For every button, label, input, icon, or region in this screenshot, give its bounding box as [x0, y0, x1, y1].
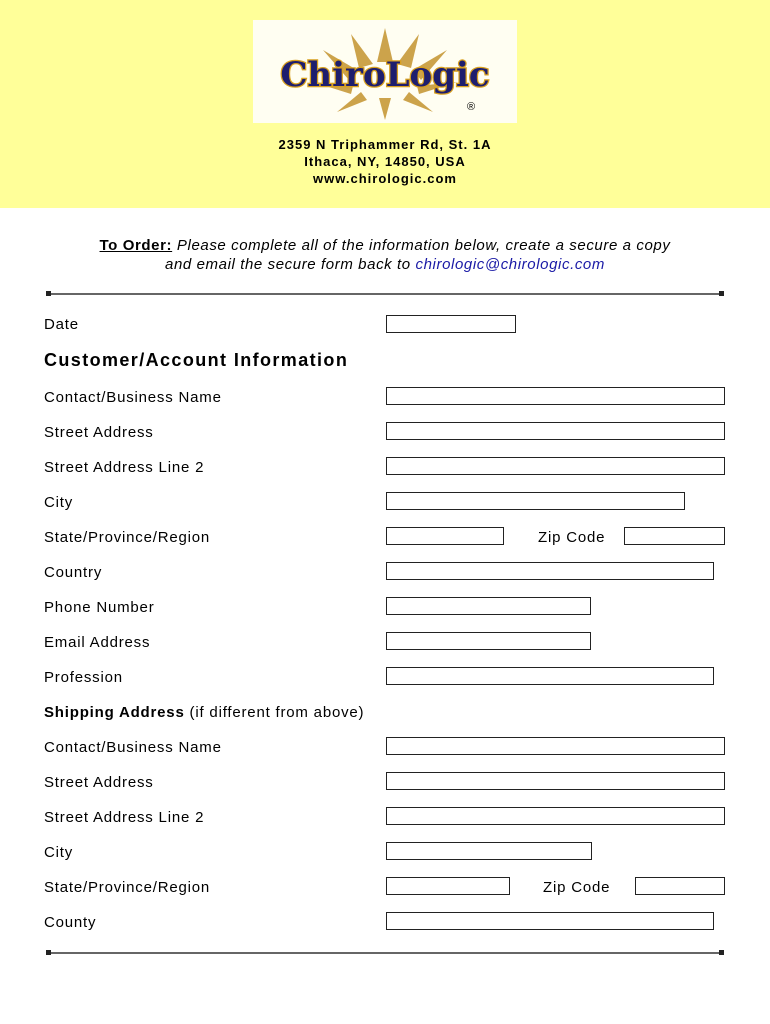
- order-instructions-line1: [0, 237, 770, 254]
- contact-name-label: Contact/Business Name: [44, 389, 222, 406]
- date-field[interactable]: [386, 315, 516, 333]
- email-label: Email Address: [44, 634, 151, 651]
- street-address-2-field[interactable]: [386, 457, 725, 475]
- instructions-text: Please complete all of the information below, create a secure a copy: [172, 237, 671, 254]
- letterhead: [0, 0, 770, 208]
- email-field[interactable]: [386, 632, 591, 650]
- logo-wordmark: ChiroLogic: [280, 55, 490, 95]
- ship-zip-code-field[interactable]: [635, 877, 725, 895]
- state-label: State/Province/Region: [44, 529, 211, 546]
- ship-county-label: County: [44, 914, 97, 931]
- phone-field[interactable]: [386, 597, 591, 615]
- registered-mark: ®: [467, 101, 476, 113]
- contact-name-field[interactable]: [386, 387, 725, 405]
- ship-street-address-2-label: Street Address Line 2: [44, 809, 205, 826]
- state-field[interactable]: [386, 527, 504, 545]
- phone-label: Phone Number: [44, 599, 155, 616]
- ship-contact-name-field[interactable]: [386, 737, 725, 755]
- profession-label: Profession: [44, 669, 123, 686]
- order-instructions-line2: [0, 256, 770, 273]
- chirologic-logo: [253, 20, 517, 123]
- ship-street-address-field[interactable]: [386, 772, 725, 790]
- shipping-note: (if different from above): [184, 704, 365, 721]
- street-address-2-label: Street Address Line 2: [44, 459, 205, 476]
- ship-state-field[interactable]: [386, 877, 510, 895]
- shipping-section-title: [44, 704, 364, 721]
- country-label: Country: [44, 564, 103, 581]
- city-field[interactable]: [386, 492, 685, 510]
- country-field[interactable]: [386, 562, 714, 580]
- address-city: Ithaca, NY, 14850, USA: [304, 154, 466, 169]
- to-order-label: To Order:: [99, 237, 173, 254]
- instructions-text-2: and email the secure form back to: [165, 256, 416, 273]
- ship-contact-name-label: Contact/Business Name: [44, 739, 222, 756]
- zip-code-label: Zip Code: [538, 529, 606, 546]
- ship-state-label: State/Province/Region: [44, 879, 211, 896]
- city-label: City: [44, 494, 74, 511]
- website: www.chirologic.com: [313, 171, 457, 186]
- shipping-title: Shipping Address: [44, 704, 185, 721]
- ship-county-field[interactable]: [386, 912, 714, 930]
- ship-city-label: City: [44, 844, 74, 861]
- zip-code-field[interactable]: [624, 527, 725, 545]
- customer-section-title: Customer/Account Information: [44, 350, 349, 370]
- date-label: Date: [44, 316, 79, 333]
- sunburst-logo-icon: [253, 20, 517, 123]
- divider-bottom: [46, 952, 724, 954]
- ship-street-address-label: Street Address: [44, 774, 154, 791]
- address-street: 2359 N Triphammer Rd, St. 1A: [278, 137, 492, 152]
- profession-field[interactable]: [386, 667, 714, 685]
- ship-street-address-2-field[interactable]: [386, 807, 725, 825]
- divider-top: [46, 293, 724, 295]
- street-address-label: Street Address: [44, 424, 154, 441]
- ship-zip-code-label: Zip Code: [543, 879, 611, 896]
- street-address-field[interactable]: [386, 422, 725, 440]
- contact-email-link[interactable]: chirologic@chirologic.com: [415, 256, 605, 273]
- ship-city-field[interactable]: [386, 842, 592, 860]
